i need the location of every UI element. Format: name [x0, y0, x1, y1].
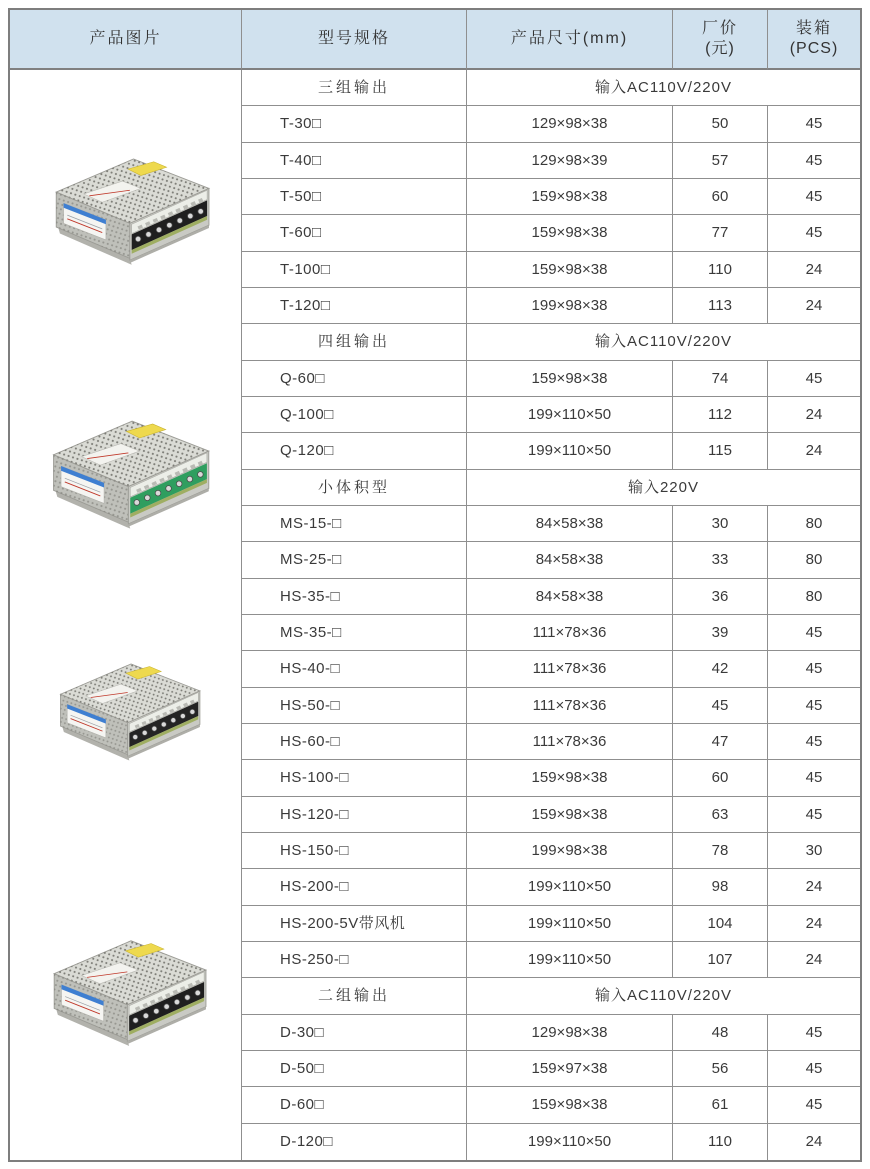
- model-cell: HS-200-5V带风机: [242, 906, 467, 942]
- pack-cell: 24: [805, 1133, 823, 1151]
- model-cell: T-120□: [242, 288, 467, 324]
- model-cell: HS-40-□: [242, 651, 467, 687]
- price-cell: 56: [673, 1051, 768, 1087]
- model-cell: T-60□: [242, 215, 467, 251]
- model-cell: HS-100-□: [242, 760, 467, 796]
- size-cell: 111×78×36: [467, 615, 673, 651]
- model-cell: D-50□: [242, 1051, 467, 1087]
- section-title-cell: 三组输出: [242, 70, 467, 106]
- model-cell: HS-60-□: [242, 724, 467, 760]
- size-cell: 159×98×38: [467, 797, 673, 833]
- model-cell: HS-250-□: [242, 942, 467, 978]
- pack-cell: 45: [768, 688, 860, 724]
- model-cell: MS-35-□: [242, 615, 467, 651]
- price-cell: 42: [673, 651, 768, 687]
- pack-cell: 45: [768, 797, 860, 833]
- price-cell: 57: [673, 143, 768, 179]
- price-cell: 107: [673, 942, 768, 978]
- pack-cell: 24: [768, 433, 860, 469]
- price-cell: 39: [673, 615, 768, 651]
- column-header-price-line1: 厂价: [701, 19, 738, 37]
- model-cell: MS-25-□: [242, 542, 467, 578]
- price-cell: 110: [673, 1124, 768, 1160]
- size-cell: 129×98×39: [467, 143, 673, 179]
- size-cell: 199×110×50: [467, 942, 673, 978]
- section-input-cell: 输入AC110V/220V: [467, 324, 860, 360]
- column-header-pack: [768, 10, 860, 70]
- pack-cell: 80: [768, 542, 860, 578]
- column-header-image: 产品图片: [10, 10, 242, 70]
- model-cell: D-30□: [242, 1015, 467, 1051]
- price-cell: 115: [673, 433, 768, 469]
- column-header-pack-line2: (PCS): [789, 40, 839, 57]
- model-cell: Q-60□: [242, 361, 467, 397]
- pack-cell: 45: [768, 760, 860, 796]
- price-cell: 77: [673, 215, 768, 251]
- size-cell: 199×110×50: [467, 1124, 673, 1160]
- pack-cell: 24: [768, 942, 860, 978]
- pack-cell: 24: [768, 397, 860, 433]
- model-cell: Q-120□: [242, 433, 467, 469]
- price-cell: 112: [673, 397, 768, 433]
- price-cell: 74: [673, 361, 768, 397]
- section-title-cell: 四组输出: [242, 324, 467, 360]
- price-cell: 45: [673, 688, 768, 724]
- size-cell: 159×98×38: [467, 179, 673, 215]
- size-cell: 159×98×38: [467, 760, 673, 796]
- price-cell: 63: [673, 797, 768, 833]
- pack-cell: 24: [768, 288, 860, 324]
- price-cell: 61: [673, 1087, 768, 1123]
- pack-cell: 45: [768, 361, 860, 397]
- power-supply-photo: [42, 652, 210, 770]
- column-header-size: 产品尺寸(mm): [467, 10, 673, 70]
- price-cell: 113: [673, 288, 768, 324]
- model-cell: T-50□: [242, 179, 467, 215]
- pack-cell: 80: [768, 506, 860, 542]
- pack-cell: 45: [768, 1087, 860, 1123]
- size-cell: 159×98×38: [467, 361, 673, 397]
- size-cell: 199×98×38: [467, 833, 673, 869]
- column-header-pack-line1: 装箱: [795, 19, 832, 37]
- price-cell: 104: [673, 906, 768, 942]
- power-supply-photo: [36, 146, 220, 275]
- column-header-model: 型号规格: [242, 10, 467, 70]
- model-cell: Q-100□: [242, 397, 467, 433]
- pack-cell: 45: [768, 724, 860, 760]
- model-cell: HS-200-□: [242, 869, 467, 905]
- pack-cell: 45: [768, 179, 860, 215]
- product-image-column: [10, 70, 242, 1160]
- model-cell: T-30□: [242, 106, 467, 142]
- price-table: [8, 8, 862, 1162]
- size-cell: 159×98×38: [467, 215, 673, 251]
- pack-cell: 24: [768, 906, 860, 942]
- price-cell: 50: [673, 106, 768, 142]
- pack-cell: 45: [768, 143, 860, 179]
- pack-cell: 24: [768, 869, 860, 905]
- price-cell: 30: [673, 506, 768, 542]
- size-cell: 84×58×38: [467, 506, 673, 542]
- power-supply-photo: [33, 408, 220, 539]
- size-cell: 84×58×38: [467, 579, 673, 615]
- model-cell: T-100□: [242, 252, 467, 288]
- price-cell: 78: [673, 833, 768, 869]
- pack-cell: 45: [768, 1051, 860, 1087]
- section-input-cell: 输入AC110V/220V: [467, 70, 860, 106]
- model-cell: HS-50-□: [242, 688, 467, 724]
- column-header-price-line2: (元): [705, 40, 735, 57]
- size-cell: 129×98×38: [467, 106, 673, 142]
- size-cell: 199×110×50: [467, 906, 673, 942]
- price-cell: 48: [673, 1015, 768, 1051]
- size-cell: 199×110×50: [467, 397, 673, 433]
- size-cell: 199×98×38: [467, 288, 673, 324]
- section-title-cell: 二组输出: [242, 978, 467, 1014]
- model-cell: MS-15-□: [242, 506, 467, 542]
- price-cell: 47: [673, 724, 768, 760]
- size-cell: 199×110×50: [467, 433, 673, 469]
- price-cell: 33: [673, 542, 768, 578]
- model-cell: D-60□: [242, 1087, 467, 1123]
- size-cell: 111×78×36: [467, 688, 673, 724]
- pack-cell: 45: [768, 615, 860, 651]
- column-header-price: [673, 10, 768, 70]
- pack-cell: 45: [768, 215, 860, 251]
- pack-cell: 45: [768, 651, 860, 687]
- size-cell: 84×58×38: [467, 542, 673, 578]
- size-cell: 159×98×38: [467, 252, 673, 288]
- size-cell: 159×97×38: [467, 1051, 673, 1087]
- pack-cell: 45: [768, 106, 860, 142]
- size-cell: 111×78×36: [467, 724, 673, 760]
- price-cell: 110: [673, 252, 768, 288]
- model-cell: HS-150-□: [242, 833, 467, 869]
- price-cell: 60: [673, 179, 768, 215]
- price-cell: 36: [673, 579, 768, 615]
- pack-cell: 45: [768, 1015, 860, 1051]
- section-title-cell: 小体积型: [242, 470, 467, 506]
- model-cell: HS-120-□: [242, 797, 467, 833]
- size-cell: 159×98×38: [467, 1087, 673, 1123]
- model-cell: T-40□: [242, 143, 467, 179]
- pack-cell: 24: [768, 252, 860, 288]
- price-cell: 60: [673, 760, 768, 796]
- section-input-cell: 输入AC110V/220V: [467, 978, 860, 1014]
- pack-cell: 80: [768, 579, 860, 615]
- power-supply-photo: [34, 928, 217, 1056]
- section-input-cell: 输入220V: [467, 470, 860, 506]
- model-cell: D-120□: [242, 1124, 467, 1160]
- pack-cell: 30: [768, 833, 860, 869]
- price-cell: 98: [673, 869, 768, 905]
- size-cell: 111×78×36: [467, 651, 673, 687]
- size-cell: 199×110×50: [467, 869, 673, 905]
- size-cell: 129×98×38: [467, 1015, 673, 1051]
- model-cell: HS-35-□: [242, 579, 467, 615]
